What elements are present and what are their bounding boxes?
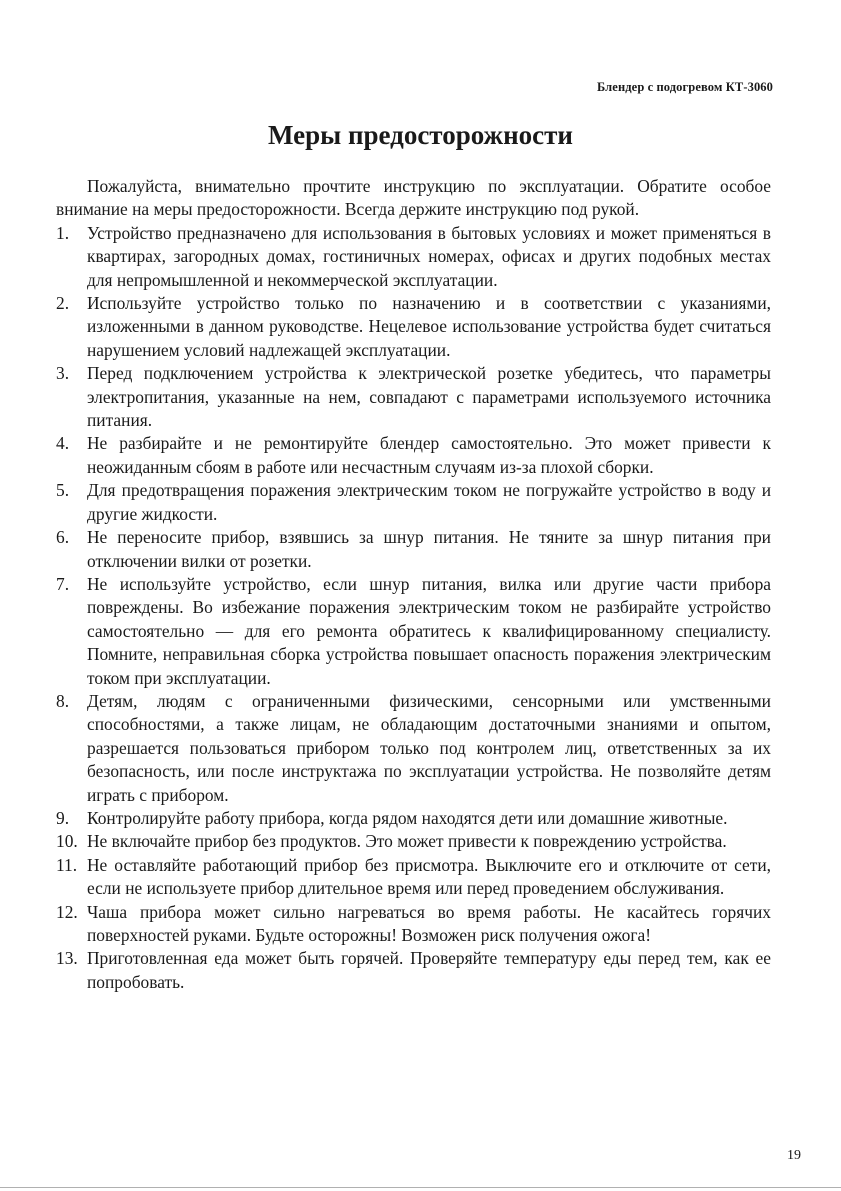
item-text: Не разбирайте и не ремонтируйте блендер самостоятельно. Это может привести к неожиданным сбоям в работе или несчастным случаям из-за плохой сборки. [87,433,771,477]
list-item [56,362,771,432]
item-number: 10. [56,831,78,852]
item-text: Перед подключением устройства к электрической розетке убедитесь, что параметры электропитания, указанные на нем, совпадают с параметрами используемого источника питания. [87,363,771,431]
item-text: Не используйте устройство, если шнур питания, вилка или другие части прибора повреждены. Во избежание поражения электрическим током не разбирайте устройство самостоятельно — для его ремонта обратитесь к квалифицированному специалисту. Помните, неправильная сборка устройства повышает опасность поражения электрическим током при эксплуатации. [87,573,771,688]
running-header: Блендер с подогревом КТ-3060 [596,80,773,94]
item-text: Детям, людям с ограниченными физическими, сенсорными или умственными способностями, а также лицам, не обладающим достаточными знаниями и опытом, разрешается пользоваться прибором только под контролем лиц, ответственных за их безопасность, или после инструктажа по эксплуатации устройства. Не позволяйте детям играть с прибором. [87,690,771,805]
page-number: 19 [787,1148,801,1163]
item-text: Чаша прибора может сильно нагреваться во время работы. Не касайтесь горячих поверхностей руками. Будьте осторожны! Возможен риск получения ожога! [87,901,771,945]
item-text: Устройство предназначено для использования в бытовых условиях и может применяться в квартирах, загородных домах, гостиничных номерах, офисах и других подобных местах для непромышленной и некоммерческой эксплуатации. [87,222,771,290]
item-number: 3. [56,363,70,384]
list-item [56,526,771,573]
item-text: Контролируйте работу прибора, когда рядом находятся дети или домашние животные. [87,807,728,828]
page-title: Меры предосторожности [268,120,573,150]
list-item [56,292,771,362]
item-number: 8. [56,690,70,711]
list-item [56,690,771,807]
item-text: Не включайте прибор без продуктов. Это может привести к повреждению устройства. [87,831,727,852]
list-item [56,222,771,292]
list-item [56,947,771,994]
item-number: 7. [56,573,70,594]
item-text: Используйте устройство только по назначению и в соответствии с указаниями, изложенными в данном руководстве. Нецелевое использование устройства будет считаться нарушением условий надлежащей эксплуатации. [87,293,771,360]
list-item [56,479,771,526]
item-text: Не переносите прибор, взявшись за шнур питания. Не тяните за шнур питания при отключении вилки от розетки. [87,527,771,571]
item-number: 11. [56,854,78,875]
item-text: Приготовленная еда может быть горячей. Проверяйте температуру еды перед тем, как ее попробовать. [87,948,771,992]
item-number: 5. [56,480,70,501]
item-number: 6. [56,527,70,548]
content-body [56,175,771,994]
item-number: 1. [56,222,70,243]
list-item [56,573,771,690]
list-item [56,432,771,479]
list-item [56,901,771,948]
list-item [56,807,771,830]
intro-paragraph: Пожалуйста, внимательно прочтите инструкцию по эксплуатации. Обратите особое внимание на меры предосторожности. Всегда держите инструкцию под рукой. [56,176,771,220]
bottom-divider [0,1187,841,1188]
precautions-list [56,222,771,994]
list-item [56,830,771,853]
item-text: Для предотвращения поражения электрическим током не погружайте устройство в воду и другие жидкости. [87,480,771,524]
item-number: 9. [56,807,70,828]
item-number: 13. [56,948,78,969]
item-text: Не оставляйте работающий прибор без присмотра. Выключите его и отключите от сети, если не используете прибор длительное время или перед проведением обслуживания. [87,854,771,899]
list-item [56,854,771,901]
item-number: 2. [56,293,70,314]
item-number: 12. [56,901,78,922]
item-number: 4. [56,433,70,454]
